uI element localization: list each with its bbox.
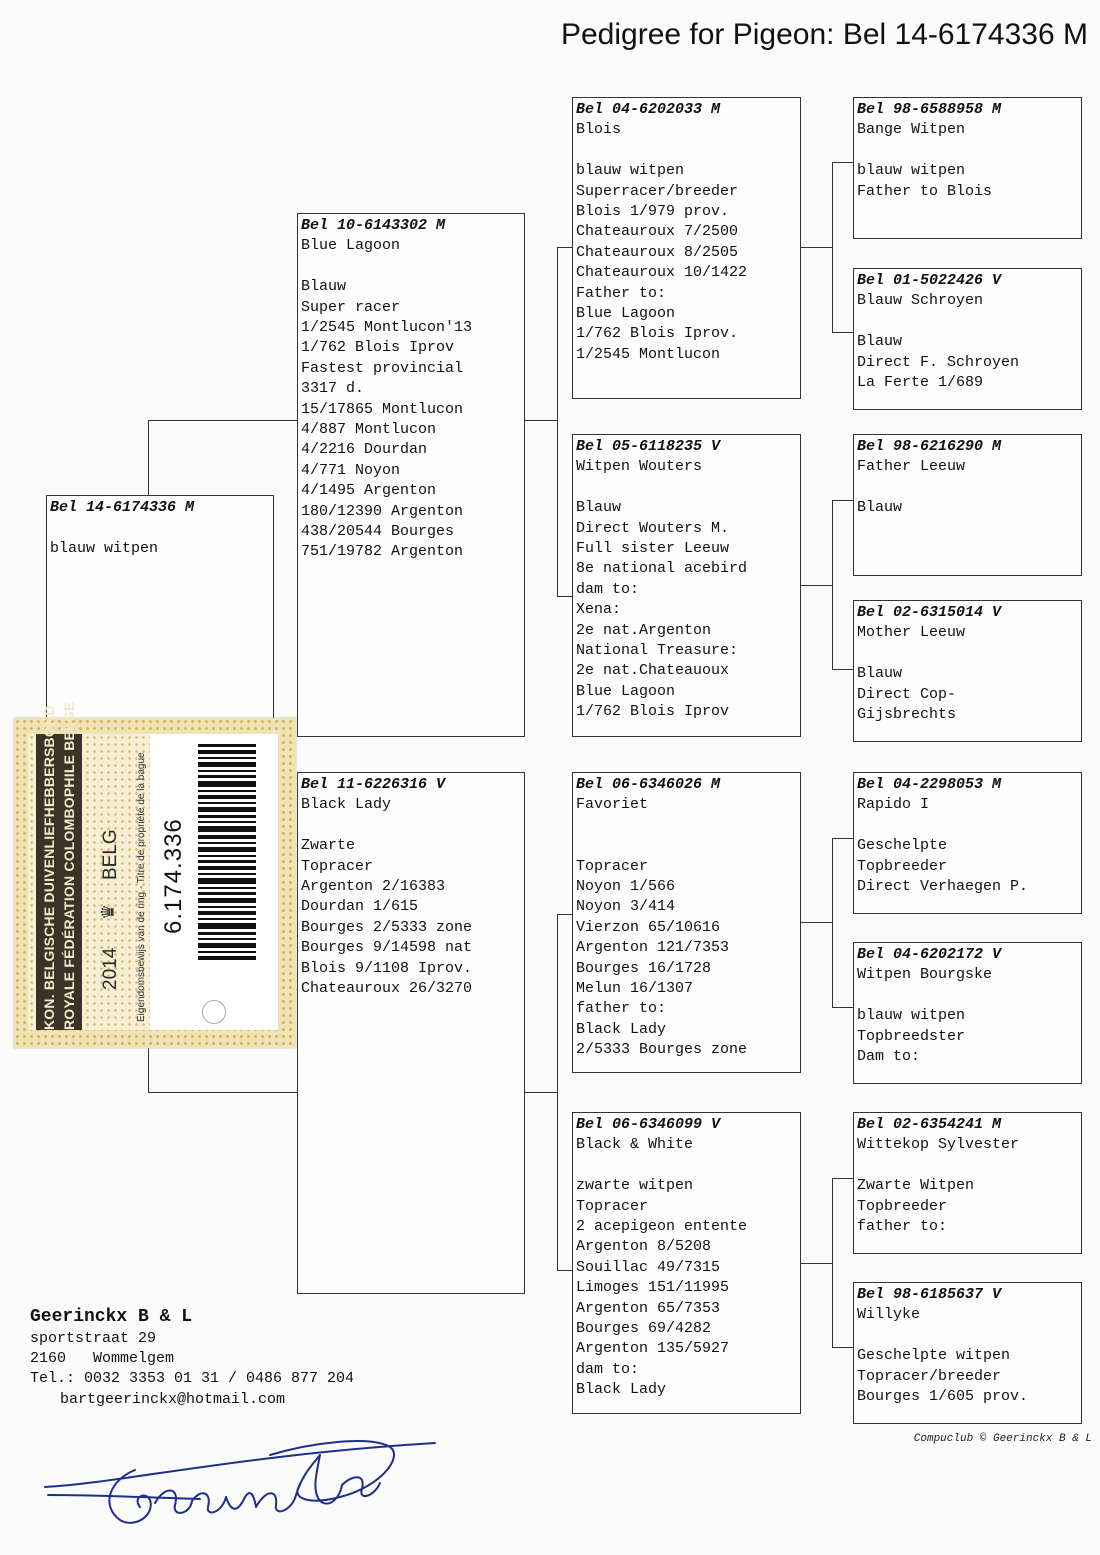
dsd-card bbox=[853, 942, 1082, 1084]
dd-line: 2 acepigeon entente bbox=[576, 1218, 748, 1236]
sss-line: Father to Blois bbox=[857, 182, 993, 200]
sd-line: Xena: bbox=[576, 601, 622, 619]
ddd-ring: Bel 98-6185637 V bbox=[857, 1286, 1002, 1303]
sire-name: Blue Lagoon bbox=[301, 237, 401, 255]
sire-line: 438/20544 Bourges bbox=[301, 523, 455, 541]
sire-line: Fastest provincial bbox=[301, 359, 464, 377]
sire-line: 3317 d. bbox=[301, 380, 365, 398]
ds-line: Noyon 1/566 bbox=[576, 878, 676, 895]
ring-card-owner-text: Eigendomsbewijs van de ring - Titre de propriété de la bague bbox=[136, 752, 147, 1022]
subject-ring: Bel 14-6174336 M bbox=[50, 499, 195, 516]
ds-line: Bourges 16/1728 bbox=[576, 959, 712, 977]
sss-card bbox=[853, 97, 1082, 239]
sds-name: Father Leeuw bbox=[857, 458, 966, 476]
dd-line: Limoges 151/11995 bbox=[576, 1279, 730, 1297]
dam-line: Argenton 2/16383 bbox=[301, 878, 446, 896]
dd-line: Black Lady bbox=[576, 1381, 667, 1399]
punch-hole bbox=[202, 1000, 226, 1024]
dam-card bbox=[297, 772, 525, 1294]
ddd-card bbox=[853, 1282, 1082, 1424]
ssd-ring: Bel 01-5022426 V bbox=[857, 272, 1002, 289]
dam-line: Blois 9/1108 Iprov. bbox=[301, 959, 473, 977]
sire-line: 4/771 Noyon bbox=[301, 461, 401, 479]
subject-line: blauw witpen bbox=[50, 539, 159, 557]
sd-name: Witpen Wouters bbox=[576, 458, 703, 476]
ds-line: 2/5333 Bourges zone bbox=[576, 1041, 748, 1059]
sdd-ring: Bel 02-6315014 V bbox=[857, 604, 1002, 621]
breeder-name: Geerinckx B & L bbox=[30, 1307, 193, 1327]
dds-line: Zwarte Witpen bbox=[857, 1177, 975, 1195]
ds-line: Melun 16/1307 bbox=[576, 980, 694, 998]
sire-line: 1/2545 Montlucon'13 bbox=[301, 319, 473, 337]
dsd-name: Witpen Bourgske bbox=[857, 966, 993, 984]
ssd-line: La Ferte 1/689 bbox=[857, 374, 984, 392]
sire-line: 1/762 Blois Iprov bbox=[301, 339, 455, 357]
sire-line: Super racer bbox=[301, 298, 401, 316]
ring-card-org-nl: KON. BELGISCHE DUIVENLIEFHEBBERSBOND bbox=[41, 705, 57, 1030]
ds-line: Argenton 121/7353 bbox=[576, 939, 730, 957]
dds-card bbox=[853, 1112, 1082, 1254]
sire-line: 751/19782 Argenton bbox=[301, 543, 464, 561]
dam-line: Dourdan 1/615 bbox=[301, 898, 419, 916]
ss-line: Superracer/breeder bbox=[576, 182, 739, 200]
ds-line: father to: bbox=[576, 1000, 667, 1018]
ss-line: blauw witpen bbox=[576, 162, 685, 180]
dss-card bbox=[853, 772, 1082, 914]
ssd-card bbox=[853, 268, 1082, 410]
sd-line: 8e national acebird bbox=[576, 560, 748, 578]
ss-line: 1/762 Blois Iprov. bbox=[576, 325, 739, 343]
breeder-contact bbox=[30, 1305, 354, 1410]
dsd-ring: Bel 04-6202172 V bbox=[857, 946, 1002, 963]
sds-line: Blauw bbox=[857, 499, 903, 517]
ss-line: Chateauroux 10/1422 bbox=[576, 264, 748, 282]
ds-name: Favoriet bbox=[576, 796, 649, 814]
sd-line: 2e nat.Argenton bbox=[576, 621, 712, 639]
ring-card-year: 2014 bbox=[100, 947, 121, 990]
dam-sire-card bbox=[572, 772, 801, 1073]
sd-ring: Bel 05-6118235 V bbox=[576, 438, 721, 455]
dd-line: Topracer bbox=[576, 1197, 649, 1215]
dds-line: Topbreeder bbox=[857, 1197, 948, 1215]
sire-line: Blauw bbox=[301, 278, 347, 296]
dam-line: Zwarte bbox=[301, 837, 356, 855]
sd-line: National Treasure: bbox=[576, 642, 739, 660]
dam-dam-card bbox=[572, 1112, 801, 1414]
dsd-line: Dam to: bbox=[857, 1048, 921, 1066]
sd-line: Direct Wouters M. bbox=[576, 519, 730, 537]
ss-line: Father to: bbox=[576, 284, 667, 302]
barcode-icon bbox=[198, 730, 256, 960]
dds-name: Wittekop Sylvester bbox=[857, 1136, 1020, 1154]
sd-line: 1/762 Blois Iprov bbox=[576, 703, 730, 721]
sss-line: blauw witpen bbox=[857, 162, 966, 180]
sire-line: 15/17865 Montlucon bbox=[301, 400, 464, 418]
breeder-phone: Tel.: 0032 3353 01 31 / 0486 877 204 bbox=[30, 1370, 355, 1388]
sd-line: Full sister Leeuw bbox=[576, 540, 730, 558]
sdd-line: Gijsbrechts bbox=[857, 706, 957, 724]
dsd-line: Topbreedster bbox=[857, 1027, 966, 1045]
sd-line: Blue Lagoon bbox=[576, 682, 676, 700]
sire-card bbox=[297, 213, 525, 737]
sss-name: Bange Witpen bbox=[857, 121, 966, 139]
ds-line: Vierzon 65/10616 bbox=[576, 918, 721, 936]
sss-ring: Bel 98-6588958 M bbox=[857, 101, 1002, 118]
ddd-line: Geschelpte witpen bbox=[857, 1347, 1011, 1365]
ss-line: Blue Lagoon bbox=[576, 305, 676, 323]
dd-line: zwarte witpen bbox=[576, 1177, 694, 1195]
ss-line: Blois 1/979 prov. bbox=[576, 203, 730, 221]
ss-line: Chateauroux 8/2505 bbox=[576, 243, 739, 261]
sire-line: 4/887 Montlucon bbox=[301, 421, 437, 439]
dam-line: Bourges 2/5333 zone bbox=[301, 918, 473, 936]
dss-name: Rapido I bbox=[857, 796, 930, 814]
ddd-line: Bourges 1/605 prov. bbox=[857, 1388, 1029, 1406]
sd-line: 2e nat.Chateauoux bbox=[576, 662, 730, 680]
dam-name: Black Lady bbox=[301, 796, 392, 814]
dd-line: Argenton 65/7353 bbox=[576, 1299, 721, 1317]
dsd-line: blauw witpen bbox=[857, 1007, 966, 1025]
breeder-street: sportstraat 29 bbox=[30, 1330, 157, 1347]
dds-line: father to: bbox=[857, 1218, 948, 1236]
sds-card bbox=[853, 434, 1082, 576]
page-title: Pedigree for Pigeon: Bel 14-6174336 M bbox=[560, 18, 1088, 51]
sire-line: 4/2216 Dourdan bbox=[301, 441, 428, 459]
ring-card-country: BELG bbox=[100, 829, 121, 880]
ddd-line: Topracer/breeder bbox=[857, 1367, 1002, 1385]
dss-line: Geschelpte bbox=[857, 837, 948, 855]
dd-name: Black & White bbox=[576, 1136, 694, 1154]
sire-line: 4/1495 Argenton bbox=[301, 482, 437, 500]
sdd-line: Direct Cop- bbox=[857, 685, 957, 703]
ds-ring: Bel 06-6346026 M bbox=[576, 776, 721, 793]
signature-icon bbox=[40, 1425, 450, 1535]
dd-line: Argenton 8/5208 bbox=[576, 1238, 712, 1256]
sds-ring: Bel 98-6216290 M bbox=[857, 438, 1002, 455]
sire-line: 180/12390 Argenton bbox=[301, 502, 464, 520]
subject-pigeon-card bbox=[46, 495, 274, 745]
ds-line: Topracer bbox=[576, 857, 649, 875]
sdd-card bbox=[853, 600, 1082, 742]
dss-ring: Bel 04-2298053 M bbox=[857, 776, 1002, 793]
sd-line: Blauw bbox=[576, 499, 622, 517]
sd-line: dam to: bbox=[576, 580, 640, 598]
dam-line: Topracer bbox=[301, 857, 374, 875]
breeder-email[interactable]: bartgeerinckx@hotmail.com bbox=[60, 1390, 286, 1408]
dss-line: Direct Verhaegen P. bbox=[857, 878, 1029, 896]
sire-ring: Bel 10-6143302 M bbox=[301, 217, 446, 234]
crown-emblem-icon: ♛ bbox=[98, 903, 118, 920]
ssd-name: Blauw Schroyen bbox=[857, 292, 984, 310]
dd-line: Argenton 135/5927 bbox=[576, 1340, 730, 1358]
ss-ring: Bel 04-6202033 M bbox=[576, 101, 721, 118]
ring-card-number: 6.174.336 bbox=[160, 818, 187, 934]
ddd-name: Willyke bbox=[857, 1306, 921, 1324]
copyright-text: Compuclub © Geerinckx B & L bbox=[913, 1433, 1092, 1445]
dam-line: Chateauroux 26/3270 bbox=[301, 980, 473, 998]
sdd-line: Blauw bbox=[857, 665, 903, 683]
ring-card-org-fr: ROYALE FÉDÉRATION COLOMBOPHILE BELGE bbox=[61, 701, 77, 1030]
ss-line: 1/2545 Montlucon bbox=[576, 345, 721, 363]
ss-name: Blois bbox=[576, 121, 622, 139]
ds-line bbox=[576, 836, 797, 856]
dam-line: Bourges 9/14598 nat bbox=[301, 939, 473, 957]
sdd-name: Mother Leeuw bbox=[857, 624, 966, 642]
dd-line: dam to: bbox=[576, 1360, 640, 1378]
dd-line: Bourges 69/4282 bbox=[576, 1320, 712, 1338]
dd-ring: Bel 06-6346099 V bbox=[576, 1116, 721, 1133]
ss-line: Chateauroux 7/2500 bbox=[576, 223, 739, 241]
dds-ring: Bel 02-6354241 M bbox=[857, 1116, 1002, 1133]
sire-sire-card bbox=[572, 97, 801, 399]
dss-line: Topbreeder bbox=[857, 857, 948, 875]
ssd-line: Direct F. Schroyen bbox=[857, 353, 1020, 371]
breeder-city: 2160 Wommelgem bbox=[30, 1350, 175, 1368]
sire-dam-card bbox=[572, 434, 801, 737]
ring-certificate-sticker bbox=[14, 701, 296, 1048]
ring-card-org-band bbox=[36, 701, 82, 1030]
dam-ring: Bel 11-6226316 V bbox=[301, 776, 446, 793]
ssd-line: Blauw bbox=[857, 333, 903, 351]
ds-line: Noyon 3/414 bbox=[576, 898, 676, 916]
ds-line: Black Lady bbox=[576, 1020, 667, 1038]
dd-line: Souillac 49/7315 bbox=[576, 1258, 721, 1276]
